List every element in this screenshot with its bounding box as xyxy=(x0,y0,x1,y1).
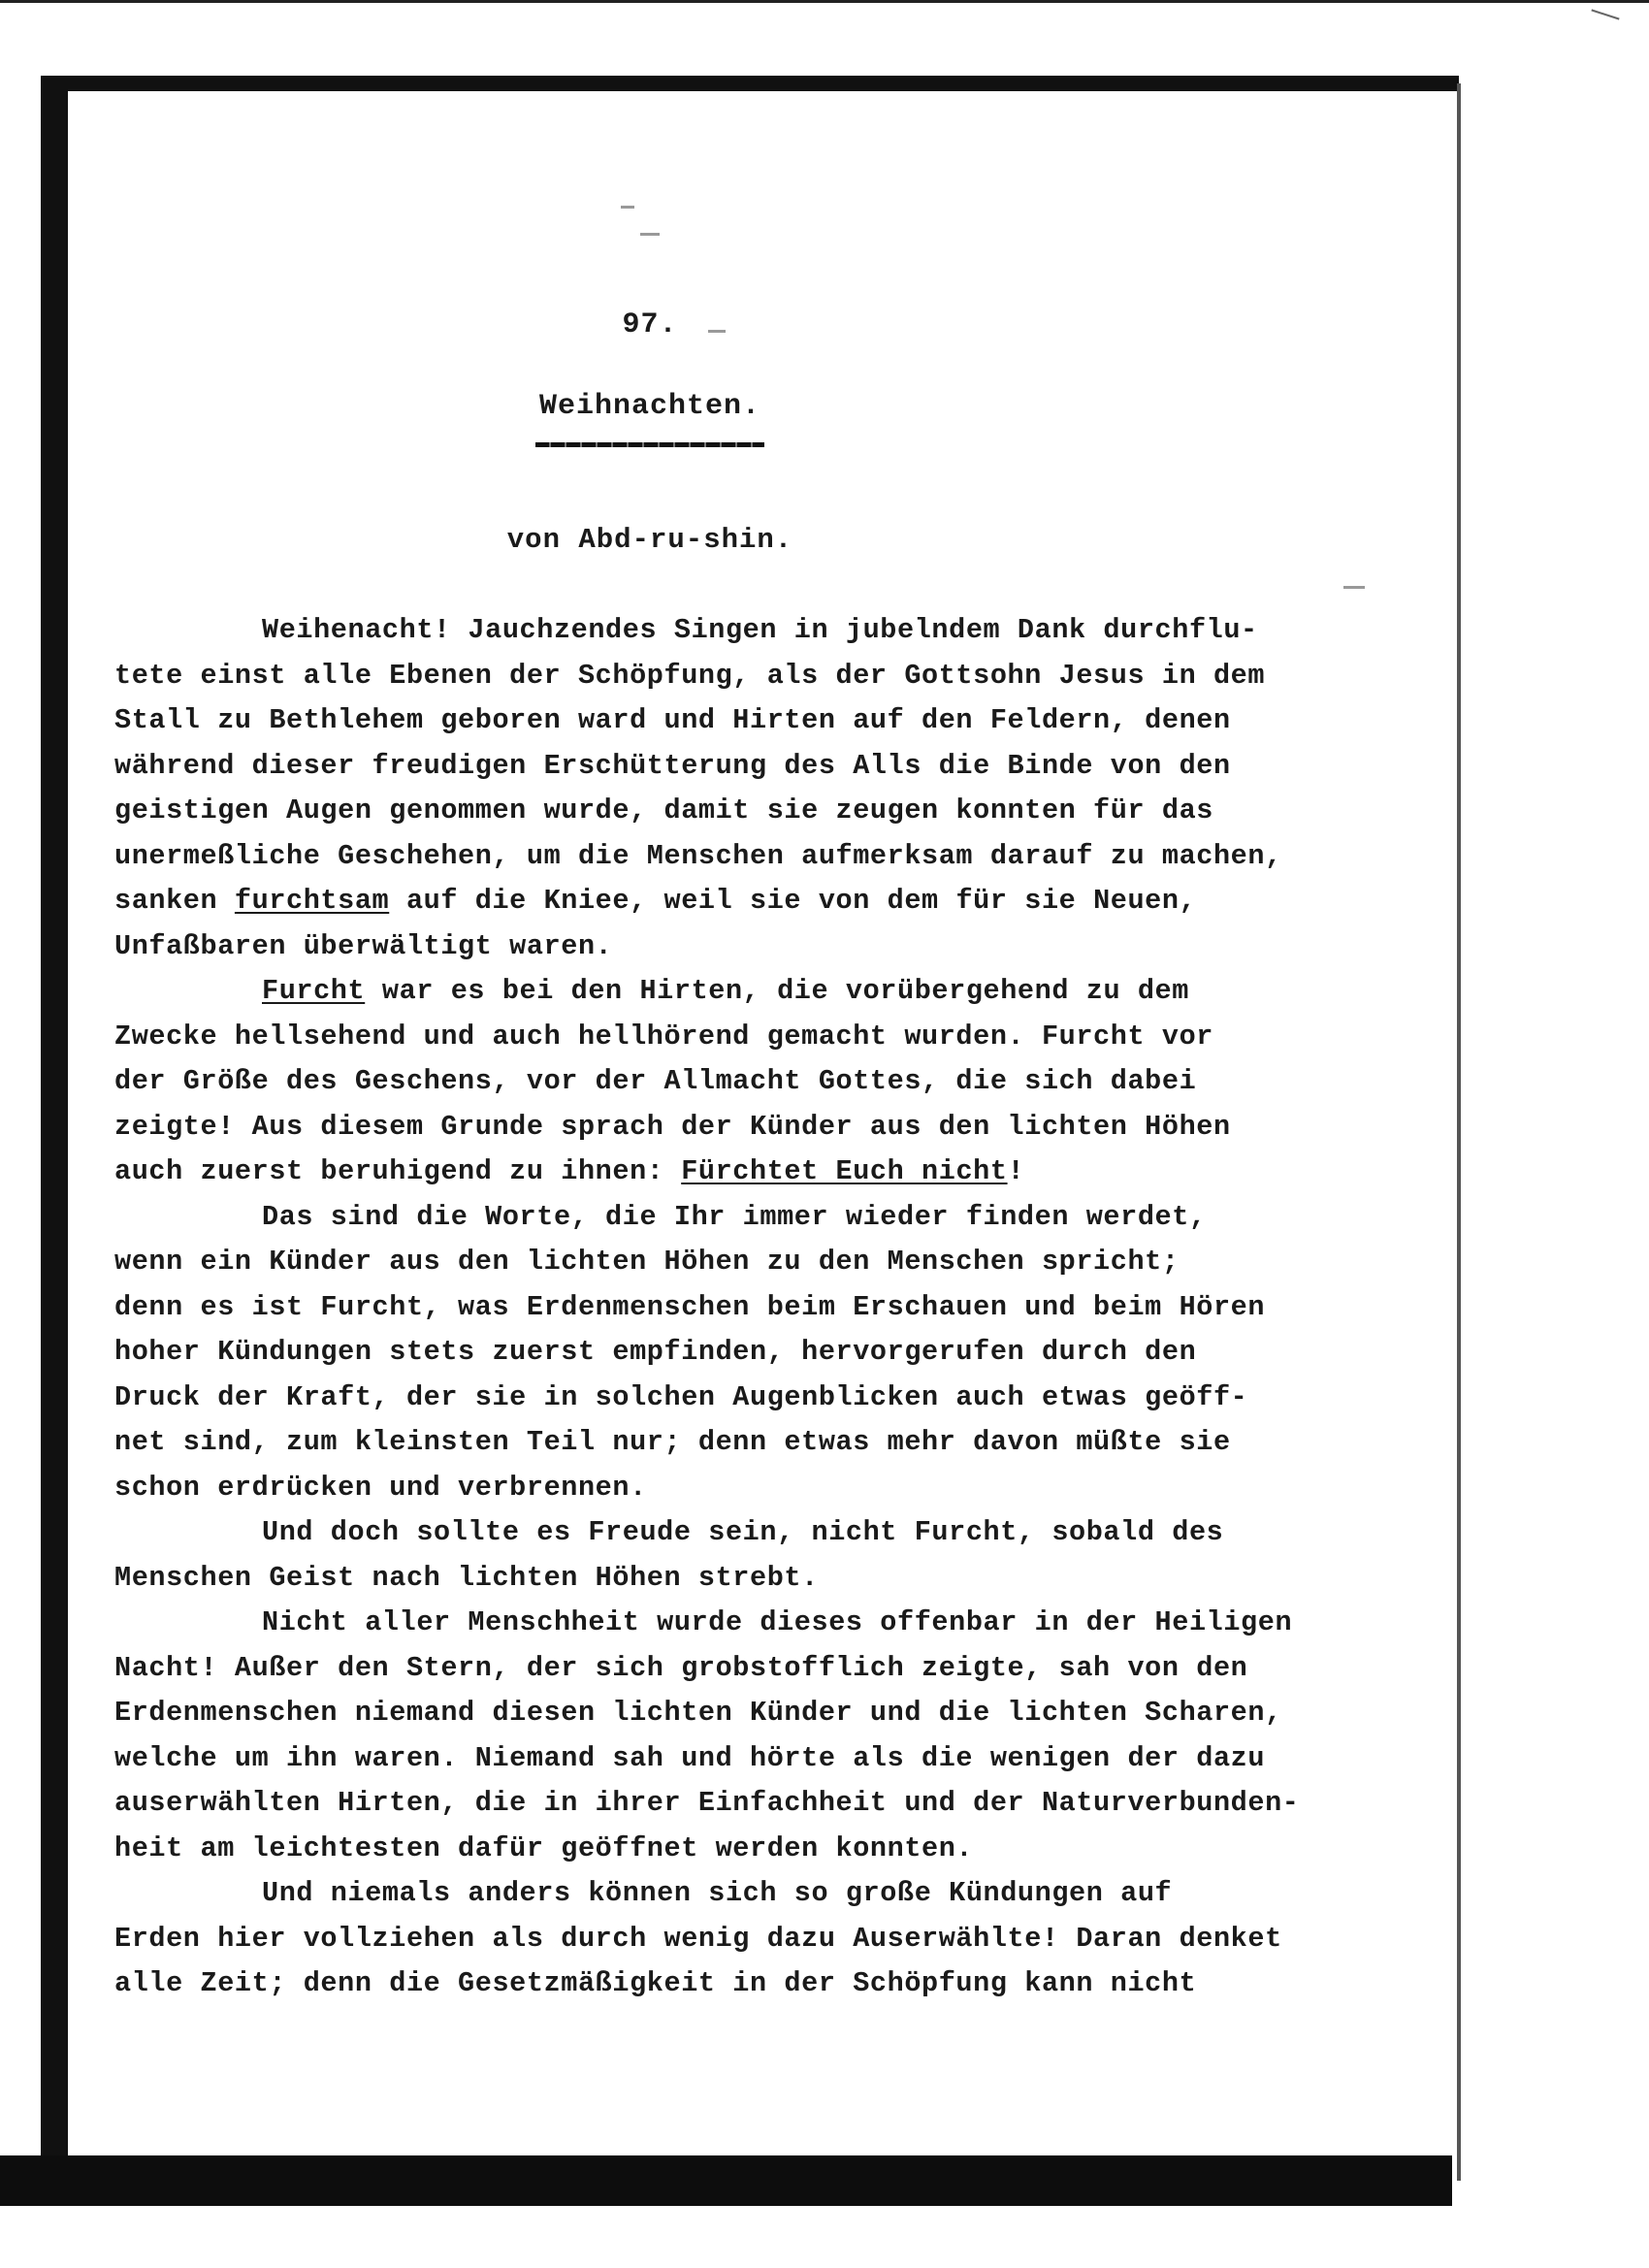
body-text xyxy=(114,608,1414,2007)
text-line: während dieser freudigen Erschütterung des Alls die Binde von den xyxy=(114,749,1231,782)
scan-corner-mark xyxy=(1591,9,1619,19)
underlined-phrase: Fürchtet Euch nicht xyxy=(681,1155,1008,1187)
text-line: schon erdrücken und verbrennen. xyxy=(114,1471,647,1504)
text-line: Erdenmenschen niemand diesen lichten Künder und die lichten Scharen, xyxy=(114,1697,1282,1729)
underlined-phrase: Furcht xyxy=(262,975,366,1007)
title-underline xyxy=(535,442,764,447)
scan-border-left xyxy=(41,76,68,2181)
text-line: hoher Kündungen stets zuerst empfinden, hervorgerufen durch den xyxy=(114,1336,1197,1368)
scan-border-right xyxy=(1457,83,1461,2181)
paragraph xyxy=(114,969,1414,1195)
scan-border-bottom xyxy=(0,2155,1452,2206)
paragraph xyxy=(114,1871,1414,2007)
document-title: Weihnachten. xyxy=(538,390,761,423)
text-line: Erden hier vollziehen als durch wenig dazu Auserwählte! Daran denket xyxy=(114,1922,1282,1955)
page-number: 97. xyxy=(622,308,678,341)
scan-smudge xyxy=(708,330,726,333)
text-line: wenn ein Künder aus den lichten Höhen zu den Menschen spricht; xyxy=(114,1246,1180,1278)
text-line: Druck der Kraft, der sie in solchen Augenblicken auch etwas geöff- xyxy=(114,1380,1248,1413)
text-line: heit am leichtesten dafür geöffnet werden konnten. xyxy=(114,1831,974,1864)
text-line: alle Zeit; denn die Gesetzmäßigkeit in der Schöpfung kann nicht xyxy=(114,1967,1197,1999)
text-line: Das sind die Worte, die Ihr immer wieder finden werdet, xyxy=(262,1200,1207,1233)
text-line: Zwecke hellsehend und auch hellhörend gemacht wurden. Furcht vor xyxy=(114,1020,1213,1053)
underlined-phrase: furchtsam xyxy=(234,885,390,917)
text-line: Und niemals anders können sich so große Kündungen auf xyxy=(262,1877,1173,1909)
author-line: von Abd-ru-shin. xyxy=(506,524,793,556)
text-line: Unfaßbaren überwältigt waren. xyxy=(114,929,613,962)
paragraph xyxy=(114,1601,1414,1871)
scan-smudge xyxy=(640,233,660,236)
text-line: Weihenacht! Jauchzendes Singen in jubelndem Dank durchflu- xyxy=(262,614,1258,646)
text-line: Nicht aller Menschheit wurde dieses offenbar in der Heiligen xyxy=(262,1606,1293,1638)
text-line: geistigen Augen genommen wurde, damit sie zeugen konnten für das xyxy=(114,794,1213,826)
text-line: unermeßliche Geschehen, um die Menschen aufmerksam darauf zu machen, xyxy=(114,839,1282,872)
text-line: auserwählten Hirten, die in ihrer Einfachheit und der Naturverbunden- xyxy=(114,1787,1300,1819)
text-line: Und doch sollte es Freude sein, nicht Furcht, sobald des xyxy=(262,1516,1224,1548)
scan-border-top xyxy=(41,76,1459,91)
text-line: Stall zu Bethlehem geboren ward und Hirten auf den Feldern, denen xyxy=(114,704,1231,736)
scan-smudge xyxy=(1343,586,1365,589)
text-line: auch zuerst beruhigend zu ihnen: Fürchtet Euch nicht! xyxy=(114,1155,1025,1187)
paragraph xyxy=(114,1510,1414,1601)
text-line: der Größe des Geschens, vor der Allmacht Gottes, die sich dabei xyxy=(114,1065,1197,1097)
text-line: Menschen Geist nach lichten Höhen strebt. xyxy=(114,1561,819,1594)
text-line: zeigte! Aus diesem Grunde sprach der Künder aus den lichten Höhen xyxy=(114,1110,1231,1143)
page-top-edge xyxy=(0,0,1649,3)
text-line: tete einst alle Ebenen der Schöpfung, als der Gottsohn Jesus in dem xyxy=(114,659,1266,692)
text-line: Furcht war es bei den Hirten, die vorübergehend zu dem xyxy=(262,975,1189,1007)
text-line: sanken furchtsam auf die Kniee, weil sie von dem für sie Neuen, xyxy=(114,885,1197,917)
paragraph xyxy=(114,608,1414,969)
text-line: net sind, zum kleinsten Teil nur; denn etwas mehr davon müßte sie xyxy=(114,1426,1231,1458)
text-line: welche um ihn waren. Niemand sah und hörte als die wenigen der dazu xyxy=(114,1741,1266,1774)
paragraph xyxy=(114,1195,1414,1511)
text-line: denn es ist Furcht, was Erdenmenschen beim Erschauen und beim Hören xyxy=(114,1290,1266,1323)
scan-smudge xyxy=(621,206,634,209)
text-line: Nacht! Außer den Stern, der sich grobstofflich zeigte, sah von den xyxy=(114,1651,1248,1684)
